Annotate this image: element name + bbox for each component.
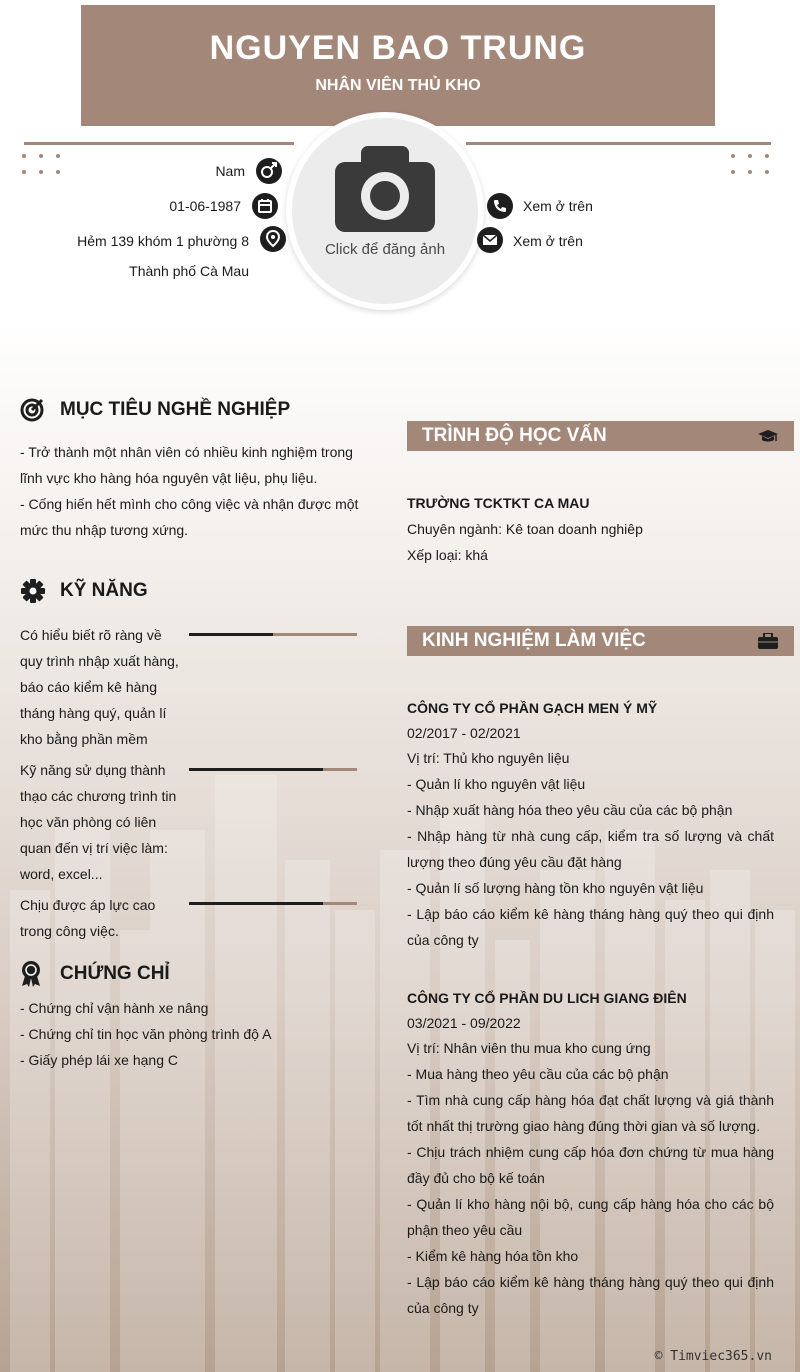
education-rank: Xếp loại: khá [407, 547, 488, 563]
skills-title: KỸ NĂNG [60, 580, 148, 601]
job-company: CÔNG TY CỔ PHẦN DU LICH GIANG ĐIÊN [407, 990, 687, 1006]
email-icon [477, 227, 503, 253]
camera-icon [333, 144, 437, 234]
school-name: TRƯỜNG TCKTKT CA MAU [407, 495, 590, 511]
objective-text [20, 439, 365, 543]
education-title: TRÌNH ĐỘ HỌC VẤN [422, 425, 607, 446]
objective-line: mức thu nhập tương xứng. [20, 522, 189, 538]
job-period: 02/2017 - 02/2021 [407, 725, 521, 741]
calendar-icon [252, 193, 278, 219]
skill-item [20, 892, 185, 944]
skill-line: tháng hàng quý, quản lí [20, 705, 167, 721]
divider-left [24, 142, 294, 145]
job-line: Vị trí: Nhân viên thu mua kho cung ứng [407, 1040, 651, 1056]
job-company: CÔNG TY CỔ PHẦN GẠCH MEN Ý MỸ [407, 700, 658, 716]
skill-level-bar [189, 902, 357, 905]
address-line2: Thành phố Cà Mau [129, 263, 249, 279]
job-line: lượng theo đúng yêu cầu đặt hàng [407, 854, 622, 870]
skill-item [20, 757, 185, 887]
skill-line: quy trình nhập xuất hàng, [20, 653, 179, 669]
objective-line: - Trở thành một nhân viên có nhiều kinh nghiệm trong [20, 444, 353, 460]
objective-title: MỤC TIÊU NGHỀ NGHIỆP [60, 399, 291, 420]
skill-level-fill [189, 768, 323, 771]
job-line: - Tìm nhà cung cấp hàng hóa đạt chất lượng và giá thành [407, 1092, 774, 1108]
skill-line: thạo các chương trình tin [20, 788, 177, 804]
certificates-title: CHỨNG CHỈ [60, 963, 170, 984]
job-line: - Chịu trách nhiệm cung cấp hóa đơn chứng từ mua hàng [407, 1144, 774, 1160]
certificates-list [20, 995, 380, 1073]
skill-line: học văn phòng có liên [20, 814, 157, 830]
education-details [407, 490, 777, 568]
photo-caption: Click để đăng ảnh [324, 241, 446, 258]
job-line: - Quản lí số lượng hàng tồn kho nguyên vật liệu [407, 880, 704, 896]
job-line: - Quản lí kho nguyên vật liệu [407, 776, 586, 792]
divider-right [466, 142, 771, 145]
job-line: của công ty [407, 1300, 479, 1316]
address-line1: Hẻm 139 khóm 1 phường 8 [77, 233, 249, 249]
experience-title: KINH NGHIỆM LÀM VIỆC [422, 630, 646, 651]
skill-item [20, 622, 185, 752]
job-line: tốt nhất thị trường giao hàng đúng thời gian và số lượng. [407, 1118, 760, 1134]
location-icon [260, 226, 286, 252]
job-entry [407, 985, 774, 1321]
phone-text: Xem ở trên [523, 198, 593, 214]
skill-line: quan đến vị trí việc làm: [20, 840, 168, 856]
job-line: của công ty [407, 932, 479, 948]
certificate-item: - Chứng chỉ tin học văn phòng trình độ A [20, 1026, 272, 1042]
footer-credit: © Timviec365.vn [654, 1349, 772, 1364]
award-icon [20, 960, 42, 988]
birthday-text: 01-06-1987 [169, 198, 241, 214]
education-major: Chuyên ngành: Kê toan doanh nghiêp [407, 521, 643, 537]
phone-icon [487, 193, 513, 219]
job-line: - Lập báo cáo kiểm kê hàng tháng hàng quý theo qui định [407, 1274, 774, 1290]
job-line: - Lập báo cáo kiểm kê hàng tháng hàng quý theo qui định [407, 906, 774, 922]
job-line: - Quản lí kho hàng nội bộ, cung cấp hàng hóa cho các bộ [407, 1196, 774, 1212]
briefcase-icon [758, 633, 778, 649]
skill-line: Có hiểu biết rõ ràng về [20, 627, 162, 643]
job-line: - Nhập hàng từ nhà cung cấp, kiểm tra số lượng và chất [407, 828, 774, 844]
education-band [407, 421, 794, 451]
gear-icon [20, 578, 46, 604]
photo-upload[interactable] [286, 112, 484, 310]
job-line: - Kiểm kê hàng hóa tồn kho [407, 1248, 579, 1264]
candidate-role: NHÂN VIÊN THỦ KHO [315, 77, 481, 94]
dots-left [22, 154, 62, 178]
target-icon [20, 396, 46, 422]
skill-line: trong công việc. [20, 923, 119, 939]
skill-line: kho bằng phần mềm [20, 731, 148, 747]
job-period: 03/2021 - 09/2022 [407, 1015, 521, 1031]
job-line: phận theo yêu cầu [407, 1222, 523, 1238]
candidate-name: NGUYEN BAO TRUNG [209, 29, 587, 67]
objective-line: - Cống hiến hết mình cho công việc và nhận được một [20, 496, 359, 512]
skill-level-bar [189, 633, 357, 636]
job-line: đầy đủ cho bộ kế toán [407, 1170, 545, 1186]
dots-right [731, 154, 771, 178]
job-line: - Nhập xuất hàng hóa theo yêu cầu của các bộ phận [407, 802, 733, 818]
skill-level-fill [189, 902, 323, 905]
gender-text: Nam [215, 163, 245, 179]
gender-icon [256, 158, 282, 184]
certificate-item: - Giấy phép lái xe hạng C [20, 1052, 178, 1068]
skill-line: Kỹ năng sử dụng thành [20, 762, 166, 778]
job-line: - Mua hàng theo yêu cầu của các bộ phận [407, 1066, 669, 1082]
skill-line: word, excel... [20, 866, 103, 882]
skill-level-bar [189, 768, 357, 771]
skill-line: Chịu được áp lực cao [20, 897, 156, 913]
header-banner [81, 5, 715, 126]
skill-level-fill [189, 633, 273, 636]
objective-line: lĩnh vực kho hàng hóa nguyên vật liệu, phụ liệu. [20, 470, 318, 486]
skill-line: báo cáo kiểm kê hàng [20, 679, 157, 695]
graduation-cap-icon [758, 428, 778, 444]
certificate-item: - Chứng chỉ vận hành xe nâng [20, 1000, 209, 1016]
job-entry [407, 695, 774, 953]
experience-band [407, 626, 794, 656]
email-text: Xem ở trên [513, 233, 583, 249]
job-line: Vị trí: Thủ kho nguyên liệu [407, 750, 570, 766]
